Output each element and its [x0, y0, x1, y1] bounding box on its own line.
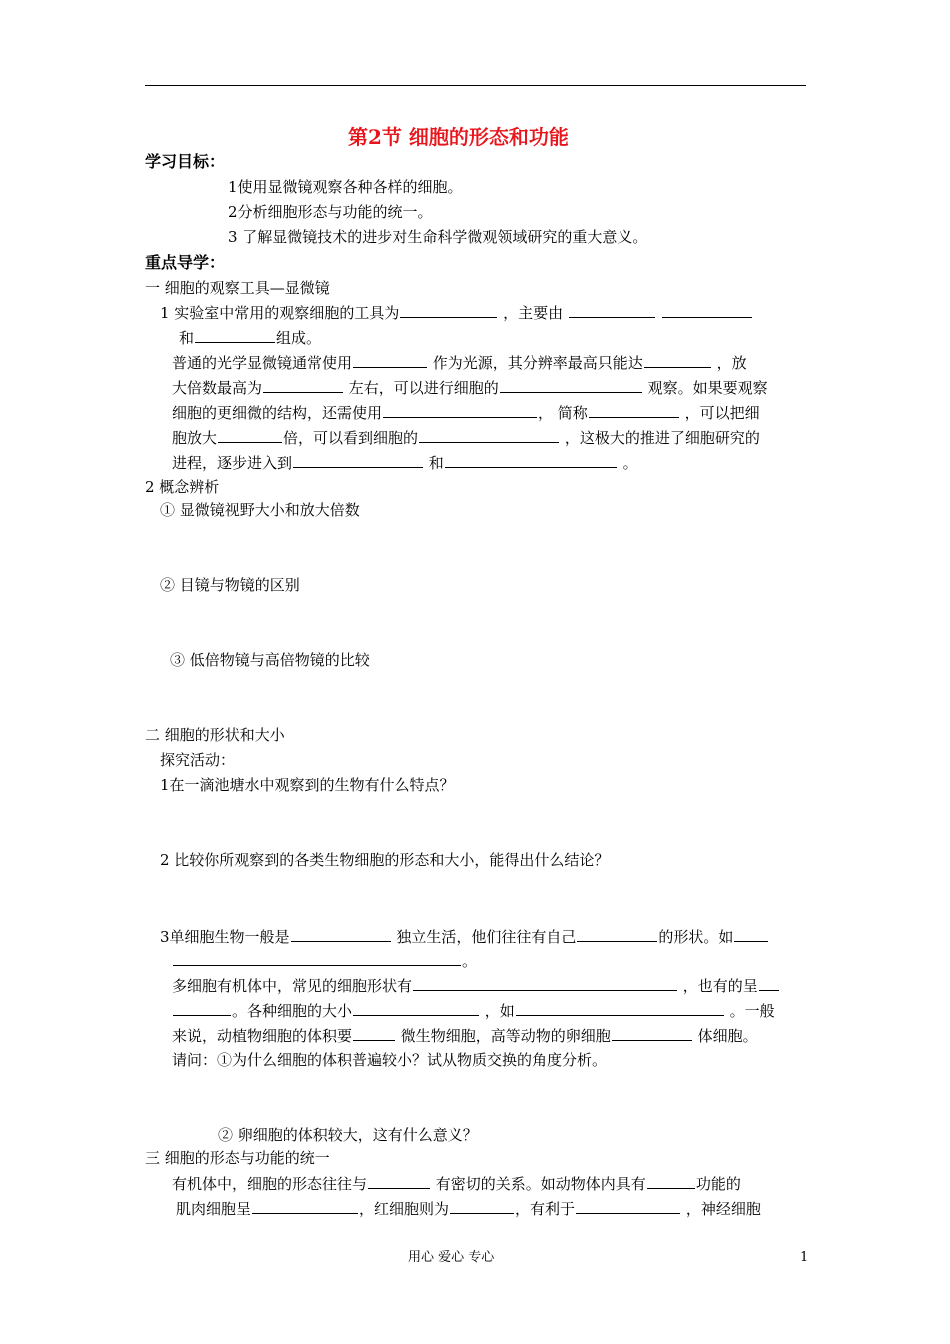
subsection-heading: 2 概念辨析 — [145, 478, 220, 496]
blank[interactable] — [291, 926, 391, 942]
section-heading: 一 细胞的观察工具—显微镜 — [145, 279, 330, 297]
blank[interactable] — [195, 327, 275, 343]
blank[interactable] — [263, 377, 343, 393]
question-line: 和 组成。 — [179, 329, 322, 347]
paragraph-line: 细胞的更细微的结构，还需使用 ， 简称 ，可以把细 — [172, 404, 760, 422]
paragraph-line: 肌肉细胞呈 ，红细胞则为 ，有利于 ，神经细胞 — [176, 1200, 761, 1218]
header-rule — [145, 85, 806, 86]
paragraph-line: 。各种细胞的大小 ，如 。一般 — [172, 1000, 775, 1021]
section-heading: 三 细胞的形态与功能的统一 — [145, 1149, 330, 1167]
blank[interactable] — [647, 1173, 695, 1189]
goal-item: 1使用显微镜观察各种各样的细胞。 — [228, 178, 463, 196]
question-line: 1 实验室中常用的观察细胞的工具为 ，主要由 — [160, 302, 753, 323]
blank[interactable] — [734, 926, 768, 942]
blank[interactable] — [353, 1000, 479, 1016]
goals-heading: 学习目标： — [145, 152, 226, 171]
blank[interactable] — [589, 402, 679, 418]
blank[interactable] — [383, 402, 537, 418]
blank[interactable] — [445, 452, 617, 468]
blank[interactable] — [662, 302, 752, 318]
question-line: 1在一滴池塘水中观察到的生物有什么特点？ — [160, 776, 455, 794]
blank[interactable] — [252, 1198, 358, 1214]
page-title: 第2节 细胞的形态和功能 — [348, 125, 569, 149]
goal-item: 3 了解显微镜技术的进步对生命科学微观领域研究的重大意义。 — [228, 228, 648, 246]
blank[interactable] — [173, 950, 461, 966]
paragraph-line: 大倍数最高为 左右，可以进行细胞的 观察。如果要观察 — [172, 379, 768, 397]
blank[interactable] — [569, 302, 655, 318]
blank[interactable] — [400, 302, 497, 318]
concept-item: ③ 低倍物镜与高倍物镜的比较 — [170, 651, 370, 669]
blank[interactable] — [516, 1000, 724, 1016]
blank[interactable] — [759, 975, 779, 991]
explore-label: 探究活动： — [160, 751, 236, 769]
concept-item: ② 目镜与物镜的区别 — [160, 576, 300, 594]
blank[interactable] — [644, 352, 711, 368]
footer-slogan: 用心 爱心 专心 — [408, 1250, 495, 1265]
question-line: 2 比较你所观察到的各类生物细胞的形态和大小，能得出什么结论？ — [160, 851, 610, 869]
blank[interactable] — [500, 377, 642, 393]
paragraph-line: 普通的光学显微镜通常使用 作为光源，其分辨率最高只能达 ，放 — [172, 354, 747, 372]
blank[interactable] — [413, 975, 677, 991]
blank[interactable] — [419, 427, 559, 443]
paragraph-line: 来说，动植物细胞的体积要 微生物细胞，高等动物的卵细胞 体细胞。 — [172, 1027, 758, 1045]
blank[interactable] — [218, 427, 282, 443]
blank[interactable] — [353, 1025, 395, 1041]
paragraph-line: 有机体中，细胞的形态往往与 有密切的关系。如动物体内具有 功能的 — [172, 1175, 741, 1193]
blank[interactable] — [293, 452, 423, 468]
paragraph-line: 多细胞有机体中，常见的细胞形状有 ，也有的呈 — [172, 975, 780, 996]
blank[interactable] — [173, 1000, 231, 1016]
question-line: 。 — [172, 950, 477, 971]
question-line: ② 卵细胞的体积较大，这有什么意义？ — [218, 1126, 478, 1144]
guide-heading: 重点导学： — [145, 253, 226, 272]
paragraph-line: 胞放大 倍，可以看到细胞的 ，这极大的推进了细胞研究的 — [172, 429, 760, 447]
paragraph-line: 请问：①为什么细胞的体积普遍较小？试从物质交换的角度分析。 — [172, 1051, 608, 1069]
goal-item: 2分析细胞形态与功能的统一。 — [228, 203, 433, 221]
blank[interactable] — [368, 1173, 430, 1189]
blank[interactable] — [353, 352, 427, 368]
blank[interactable] — [612, 1025, 692, 1041]
blank[interactable] — [576, 1198, 680, 1214]
page-number: 1 — [800, 1250, 809, 1265]
concept-item: ① 显微镜视野大小和放大倍数 — [160, 501, 360, 519]
section-heading: 二 细胞的形状和大小 — [145, 726, 285, 744]
blank[interactable] — [577, 926, 657, 942]
paragraph-line: 进程，逐步进入到 和 。 — [172, 454, 638, 472]
question-line: 3单细胞生物一般是 独立生活，他们往往有自己 的形状。如 — [160, 926, 769, 947]
blank[interactable] — [450, 1198, 514, 1214]
